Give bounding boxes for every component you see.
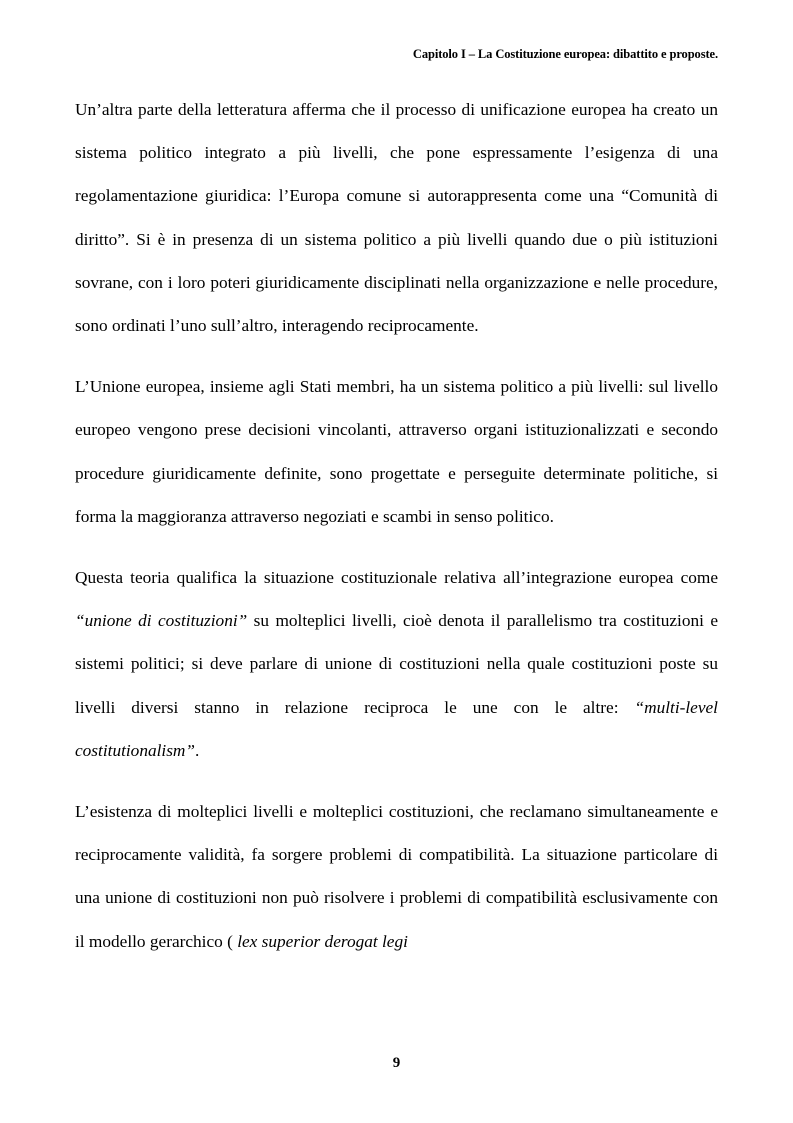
paragraph-3-text-1: Questa teoria qualifica la situazione costituzionale relativa all’integrazione europea come: [75, 568, 718, 588]
paragraph-3-text-3: .: [195, 740, 200, 760]
body-text: [75, 88, 718, 963]
paragraph-3-text-2: su molteplici livelli, cioè denota il parallelismo tra costituzioni e sistemi politici; si deve parlare di unione di costituzioni nella quale costituzioni poste su livelli diversi stanno in relazione reciproca le une con le altre:: [75, 611, 718, 717]
paragraph-4-italic-lex-superior: lex superior derogat legi: [237, 931, 408, 951]
page-number: 9: [392, 1055, 401, 1071]
paragraph-4: [75, 790, 718, 963]
paragraph-1: Un’altra parte della letteratura afferma che il processo di unificazione europea ha creato un sistema politico integrato a più livelli, che pone espressamente l’esigenza di una regolamentazione giuridica: l’Europa comune si autorappresenta come una “Comunità di diritto”. Si è in presenza di un sistema politico a più livelli quando due o più istituzioni sovrane, con i loro poteri giuridicamente disciplinati nella organizzazione e nelle procedure, sono ordinati l’uno sull’altro, interagendo reciprocamente.: [75, 100, 718, 336]
paragraph-2: L’Unione europea, insieme agli Stati membri, ha un sistema politico a più livelli: sul livello europeo vengono prese decisioni vincolanti, attraverso organi istituzionalizzati e secondo procedure giuridicamente definite, sono progettate e perseguite determinate politiche, si forma la maggioranza attraverso negoziati e scambi in senso politico.: [75, 377, 718, 526]
running-header: Capitolo I – La Costituzione europea: dibattito e proposte.: [412, 47, 718, 61]
paragraph-3-italic-multilevel: “multi-level costitutionalism”: [75, 697, 718, 760]
paragraph-4-text-1: L’esistenza di molteplici livelli e molteplici costituzioni, che reclamano simultaneamente e reciprocamente validità, fa sorgere problemi di compatibilità. La situazione particolare di una unione di costituzioni non può risolvere i problemi di compatibilità esclusivamente con il modello gerarchico (: [75, 802, 718, 951]
paragraph-3: [75, 556, 718, 772]
paragraph-3-italic-unione: “unione di costituzioni”: [75, 611, 248, 631]
